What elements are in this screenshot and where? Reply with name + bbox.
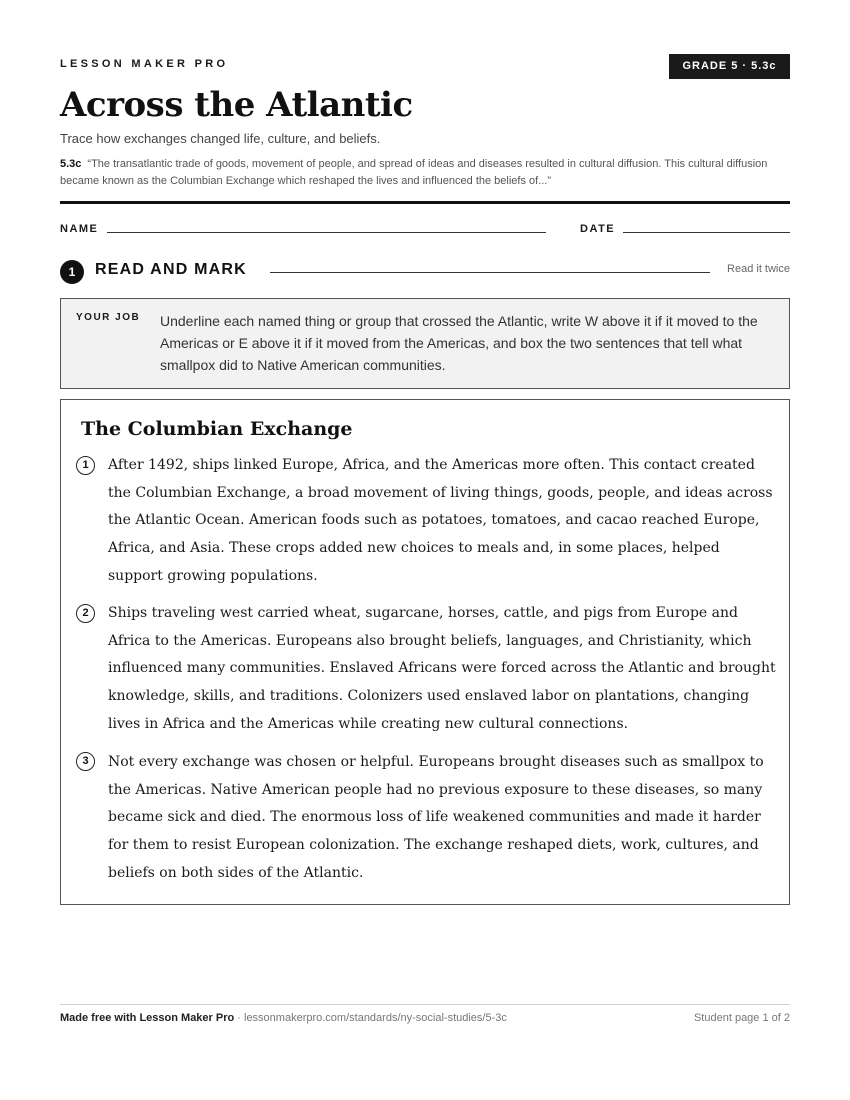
page-subtitle: Trace how exchanges changed life, culture, and beliefs. <box>60 131 381 146</box>
instructions-box <box>60 298 790 389</box>
paragraph-number-badge: 1 <box>76 456 95 475</box>
date-field[interactable] <box>623 232 790 233</box>
section-note: Read it twice <box>727 263 790 275</box>
date-label: DATE <box>580 223 616 235</box>
footer-url: · lessonmakerpro.com/standards/ny-social-studies/5-3c <box>234 1012 507 1024</box>
footer-divider <box>60 1004 790 1005</box>
passage-paragraph: Not every exchange was chosen or helpful. Europeans brought diseases such as smallpox to the Americas. Native American people had no previous exposure to these diseases, so many became sick and died. The enormous loss of life weakened communities and made it harder for them to resist European colonization. The exchange reshaped diets, work, cultures, and beliefs on both sides of the Atlantic. <box>108 754 764 881</box>
page-indicator: Student page 1 of 2 <box>693 1012 790 1024</box>
reading-passage <box>60 399 790 905</box>
section-divider <box>270 272 710 273</box>
passage-title: The Columbian Exchange <box>81 418 353 440</box>
paragraph-number-badge: 3 <box>76 752 95 771</box>
paragraph-number-badge: 2 <box>76 604 95 623</box>
footer-made-with: Made free with Lesson Maker Pro <box>60 1012 235 1024</box>
page-title: Across the Atlantic <box>60 85 413 125</box>
passage-paragraph: After 1492, ships linked Europe, Africa, and the Americas more often. This contact created the Columbian Exchange, a broad movement of living things, goods, people, and ideas across the Atlantic Ocean. American foods such as potatoes, tomatoes, and cacao reached Europe, Africa, and Asia. These crops added new choices to meals and, in some places, helped support growing populations. <box>108 457 773 584</box>
instructions-text: Underline each named thing or group that crossed the Atlantic, write W above it if it moved to the Americas or E above it if it moved from the Americas, and box the two sentences that tell what smallpox did to Native American communities. <box>160 313 758 373</box>
standard-code: 5.3c <box>60 158 82 170</box>
standard-statement <box>60 156 790 190</box>
passage-paragraph: Ships traveling west carried wheat, sugarcane, horses, cattle, and pigs from Europe and Africa to the Americas. Europeans also brought beliefs, languages, and Christianity, which influenced many communities. Enslaved Africans were forced across the Atlantic and brought knowledge, skills, and traditions. Colonizers used enslaved labor on plantations, changing lives in Africa and the Americas while creating new cultural connections. <box>108 605 776 732</box>
section-title: READ AND MARK <box>95 261 247 278</box>
name-field[interactable] <box>107 232 546 233</box>
standard-text: “The transatlantic trade of goods, movement of people, and spread of ideas and diseases resulted in cultural diffusion. This cultural diffusion became known as the Columbian Exchange which reshaped the lives and influenced the beliefs of...” <box>60 158 768 187</box>
grade-badge: GRADE 5 · 5.3c <box>669 54 790 79</box>
brand-name: LESSON MAKER PRO <box>60 58 229 70</box>
name-label: NAME <box>60 223 99 235</box>
footer-credit <box>60 1012 507 1024</box>
instructions-label: YOUR JOB <box>76 312 141 323</box>
header-divider <box>60 201 790 204</box>
section-number-badge: 1 <box>60 260 84 284</box>
